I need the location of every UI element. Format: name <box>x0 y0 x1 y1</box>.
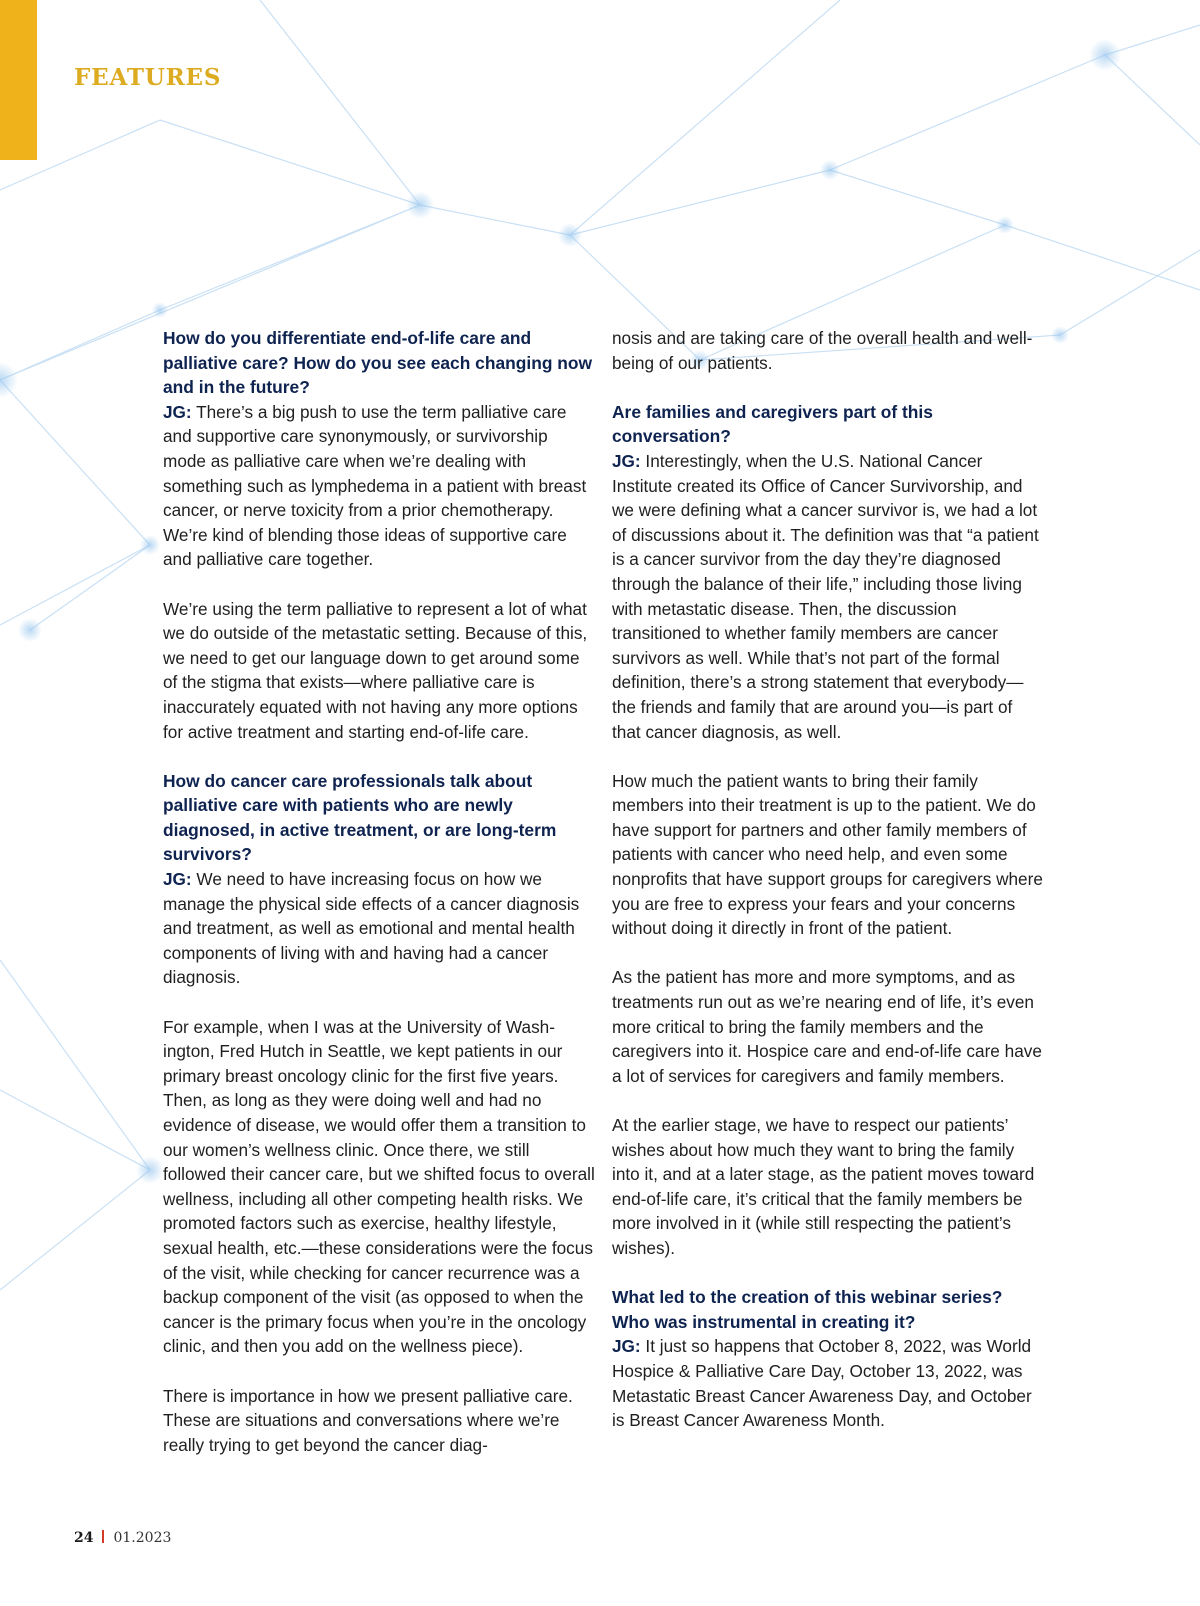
question-heading: How do you differentiate end-of-life care and palliative care? How do you see each changing now and in the future? <box>163 328 593 398</box>
body-paragraph: As the patient has more and more symptoms, and as treatments run out as we’re nearing end of life, it’s even more critical to bring the family members and the caregivers into it. Hospice care and end-of-life care have a lot of services for caregivers and family members. <box>612 967 1042 1086</box>
answer-paragraph <box>163 400 595 572</box>
answer-text: It just so happens that October 8, 2022, was World Hospice & Palliative Care Day, October 13, 2022, was Metastatic Breast Cancer Awareness Day, and October is Breast Cancer Awareness Month. <box>612 1336 1032 1431</box>
page-footer <box>74 1530 171 1546</box>
body-paragraph: At the earlier stage, we have to respect our patients’ wishes about how much they want to bring the family into it, and at a later stage, as the patient moves toward end-of-life care, it’s critical that the family members be more involved in it (while still respecting the patient’s wishes). <box>612 1115 1035 1258</box>
body-paragraph: For example, when I was at the University of Washington, Fred Hutch in Seattle, we kept patients in our primary breast oncology clinic for the first five years. Then, as long as they were doing well and had no evidence of disease, we would offer them a transition to our women’s wellness clinic. Once there, we still followed their cancer care, but we shifted focus to overall wellness, including all other competing health risks. We promoted factors such as exercise, healthy lifestyle, sexual health, etc.—these considerations were the focus of the visit, while checking for cancer recurrence was a backup component of the visit (as opposed to when the cancer is the primary focus when you’re in the oncology clinic, and then you add on the wellness piece). <box>163 1016 595 1357</box>
section-label: FEATURES <box>74 64 222 91</box>
answer-paragraph <box>612 449 1044 744</box>
page-number: 24 <box>74 1530 94 1546</box>
answer-text: There’s a big push to use the term palliative care and supportive care synonymously, or survivorship mode as palliative care when we’re dealing with something such as lymphedema in a patient with breast cancer, or nerve toxicity from a prior chemotherapy. We’re kind of blending those ideas of supportive care and palliative care together. <box>163 401 587 570</box>
speaker-initials: JG: <box>612 450 641 471</box>
issue-date: 01.2023 <box>113 1530 172 1546</box>
speaker-initials: JG: <box>163 869 192 890</box>
question-heading: What led to the creation of this webinar series? Who was instrumental in creating it? <box>612 1287 1003 1332</box>
body-paragraph: How much the patient wants to bring their family members into their treatment is up to the patient. We do have support for partners and other family members of patients with cancer who need help, and even some nonprofits that have support groups for caregivers where you are free to express your fears and your concerns without doing it directly in front of the patient. <box>612 770 1043 939</box>
section-color-tab <box>0 0 37 160</box>
speaker-initials: JG: <box>163 401 192 422</box>
question-heading: How do cancer care professionals talk about palliative care with patients who are newly diagnosed, in active treatment, or are long-term survivors? <box>163 770 557 865</box>
body-paragraph: There is importance in how we present palliative care. These are situations and conversations where we’re really trying to get beyond the cancer diag- <box>163 1385 573 1455</box>
speaker-initials: JG: <box>612 1336 641 1357</box>
answer-paragraph <box>612 1334 1044 1432</box>
answer-text: We need to have increasing focus on how we manage the physical side effects of a cancer diagnosis and treatment, as well as emotional and mental health components of living with and having had a cancer diagnosis. <box>163 869 580 988</box>
article-column-right <box>612 326 1044 1457</box>
body-paragraph: nosis and are taking care of the overall health and well-being of our patients. <box>612 328 1033 373</box>
question-heading: Are families and caregivers part of this conversation? <box>612 401 933 447</box>
answer-paragraph <box>163 867 595 990</box>
footer-divider <box>102 1530 104 1543</box>
article-column-left <box>163 326 595 1482</box>
body-paragraph: We’re using the term palliative to represent a lot of what we do outside of the metastatic setting. Because of this, we need to get our language down to get around some of the stigma that exists—where palliative care is inaccurately equated with not having any more options for active treatment and starting end-of-life care. <box>163 598 588 742</box>
answer-text: Interestingly, when the U.S. National Cancer Institute created its Office of Cancer Survivorship, and we were defining what a cancer survivor is, we had a lot of discussions about it. The definition was that “a patient is a cancer survivor from the day they’re diagnosed through the balance of their life,” including those living with metastatic disease. Then, the discussion transitioned to whether family members are cancer survivors as well. While that’s not part of the formal definition, there’s a strong statement that everybody—the friends and family that are around you—is part of that cancer diagnosis, as well. <box>612 450 1039 742</box>
